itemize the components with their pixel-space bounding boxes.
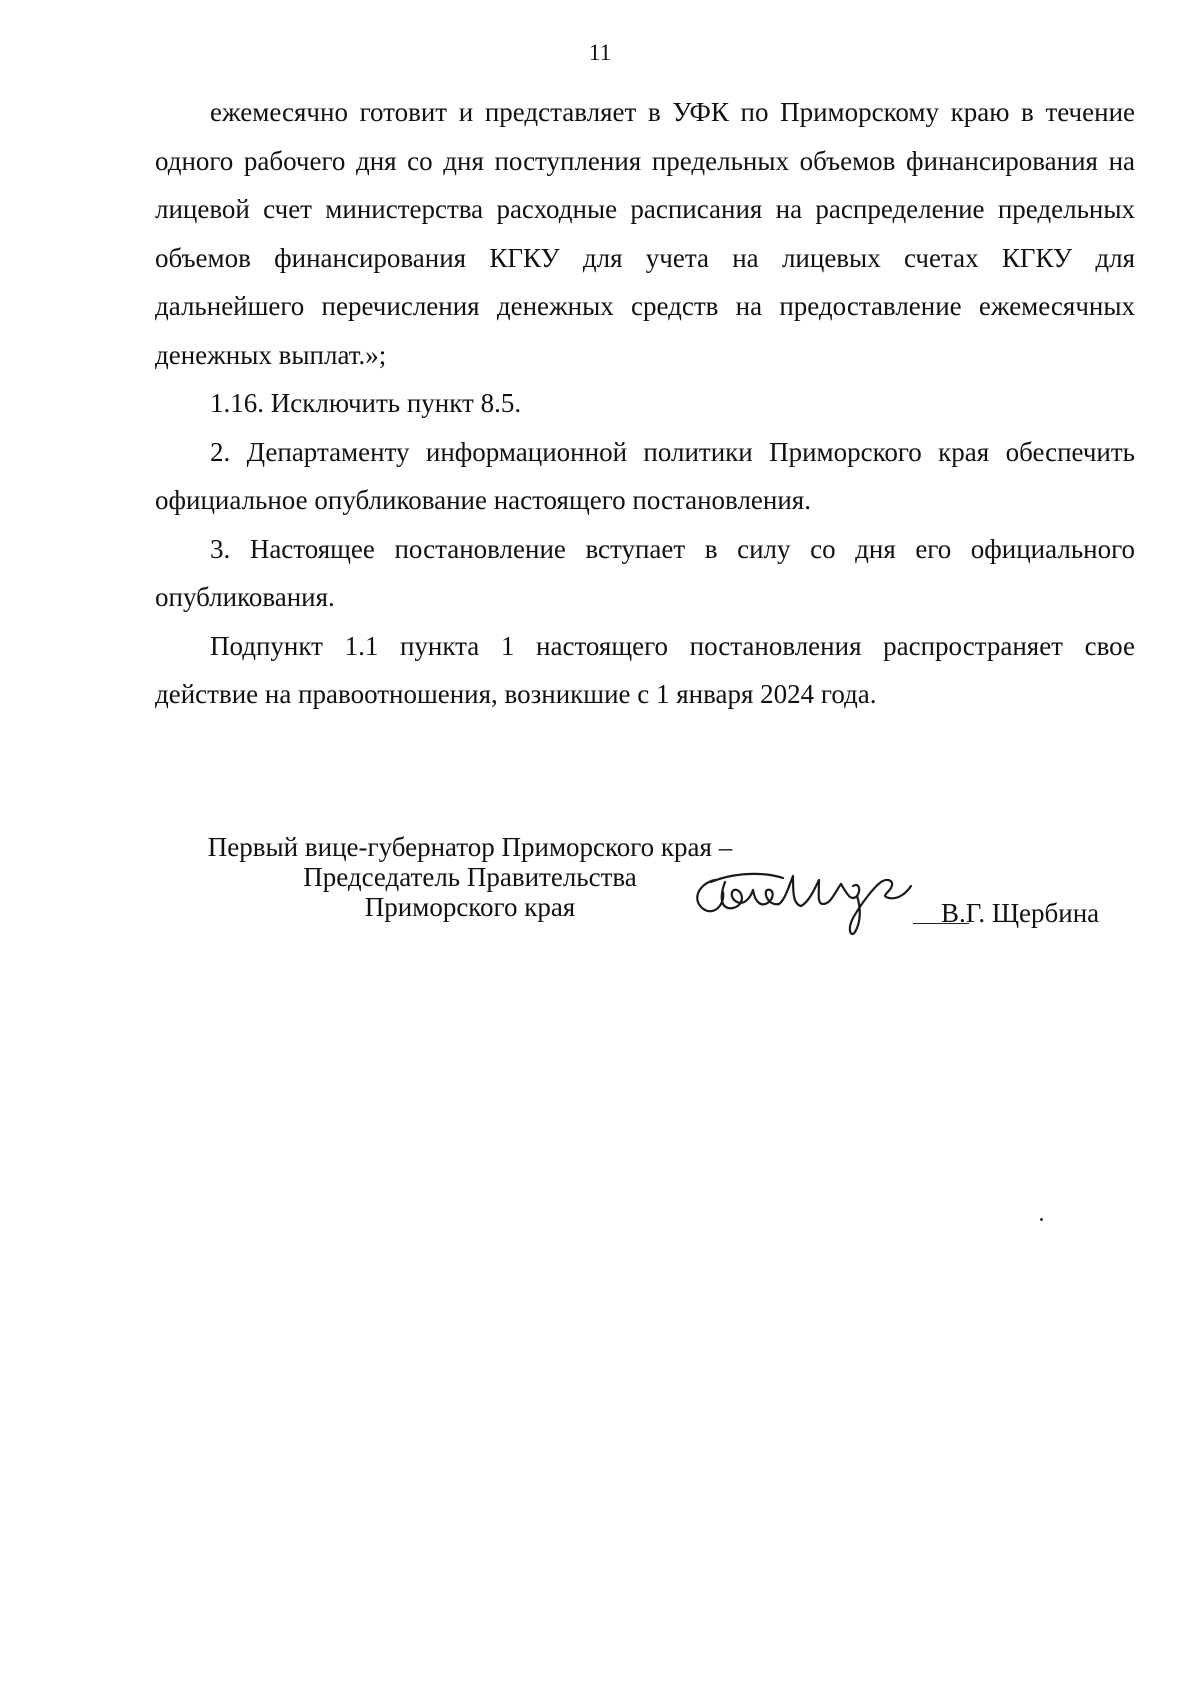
page-number: 11 bbox=[588, 40, 612, 65]
signatory-title-line: Первый вице-губернатор Приморского края – bbox=[207, 832, 733, 862]
signature-block bbox=[155, 832, 1145, 952]
signatory-title bbox=[170, 832, 770, 922]
document-body bbox=[155, 88, 1135, 719]
paragraph: 1.16. Исключить пункт 8.5. bbox=[210, 388, 522, 418]
scan-artifact bbox=[1040, 1218, 1043, 1221]
paragraph: ежемесячно готовит и представляет в УФК по Приморскому краю в течение одного рабочего дня со дня поступления предельных объемов финансирования на лицевой счет министерства расходные расписания на распределение предельных объемов финансирования КГКУ для учета на лицевых счетах КГКУ для дальнейшего перечисления денежных средств на предоставление ежемесячных денежных выплат.»; bbox=[155, 97, 1135, 370]
signatory-title-line: Председатель Правительства bbox=[303, 862, 637, 892]
handwritten-signature bbox=[685, 852, 935, 947]
paragraph: 3. Настоящее постановление вступает в силу со дня его официального опубликования. bbox=[155, 533, 1135, 612]
signatory-title-line: Приморского края bbox=[364, 892, 576, 922]
paragraph: 2. Департаменту информационной политики Приморского края обеспечить официальное опубликование настоящего постановления. bbox=[155, 436, 1135, 515]
signatory-name: В.Г. Щербина bbox=[941, 898, 1100, 928]
paragraph: Подпункт 1.1 пункта 1 настоящего постановления распространяет свое действие на правоотношения, возникшие с 1 января 2024 года. bbox=[155, 630, 1135, 709]
